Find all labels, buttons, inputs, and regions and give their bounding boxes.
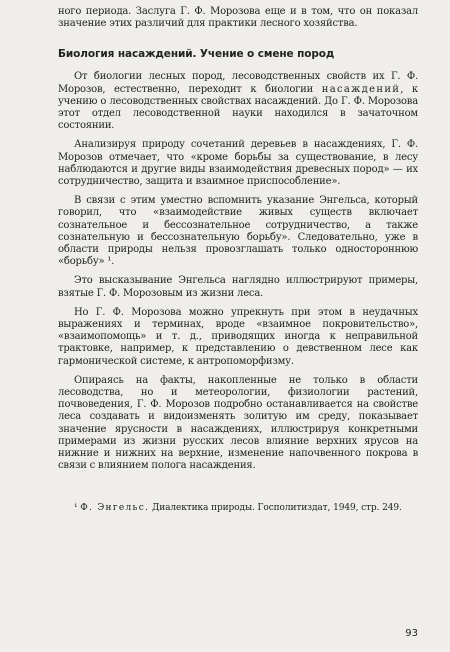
page-number: 93 <box>405 628 418 639</box>
paragraph-5: Но Г. Ф. Морозова можно упрекнуть при этом в неудачных выражениях и терминах, вроде «взаимное покровительство», «взаимопомощь» и т. д., приводящих иногда к неправильной трактовке, например, к представлению о девственном лесе как гармонической системе, к антропоморфизму. <box>58 306 418 367</box>
paragraph-4: Это высказывание Энгельса наглядно иллюстрируют примеры, взятые Г. Ф. Морозовым из жизни леса. <box>58 275 418 299</box>
section-heading: Биология насаждений. Учение о смене пород <box>58 48 335 61</box>
footnote-marker: ¹ <box>74 502 78 513</box>
paragraph-6: Опираясь на факты, накопленные не только в области лесоводства, но и метеорологии, физиологии растений, почвоведения, Г. Ф. Морозов подробно останавливается на свойстве леса создавать и видоизменять золитую им среду, показывает значение ярусности в насаждениях, иллюстрируя конкретными примерами из жизни русских лесов влияние верхних ярусов на нижние и нижних на верхние, изменение напочвенного покрова в связи с влиянием полога насаждения. <box>58 374 418 472</box>
footnote-text: Диалектика природы. Госполитиздат, 1949, стр. 249. <box>149 502 402 513</box>
paragraph-1 <box>58 71 418 132</box>
paragraph-1-part-1: От биологии лесных пород, лесоводственных свойств их Г. Ф. Морозов, естественно, переходит к биологии <box>58 71 418 95</box>
continuation-paragraph: ного периода. Заслуга Г. Ф. Морозова еще и в том, что он показал значение этих различий для практики лесного хозяйства. <box>58 6 418 30</box>
footnote-author: Ф. Энгельс. <box>80 502 150 513</box>
paragraph-1-spaced-word: насаждений <box>321 83 401 95</box>
paragraph-2: Анализируя природу сочетаний деревьев в насаждениях, Г. Ф. Морозов отмечает, что «кроме борьбы за существование, в лесу наблюдаются и другие виды взаимодействия древесных пород» — их сотрудничество, защита и взаимное приспособление». <box>58 139 418 188</box>
book-page <box>58 6 418 646</box>
footnote <box>58 503 418 514</box>
paragraph-1-part-2: , к учению о лесоводственных свойствах насаждений. До Г. Ф. Морозова этот отдел лесоводственной науки находился в зачаточном состоянии. <box>58 83 418 132</box>
paragraph-3: В связи с этим уместно вспомнить указание Энгельса, который говорил, что «взаимодействие живых существ включает сознательное и бессознательное сотрудничество, а также сознательную и бессознательную борьбу». Следовательно, уже в области природы нельзя провозглашать только одностороннюю «борьбу» ¹. <box>58 195 418 268</box>
